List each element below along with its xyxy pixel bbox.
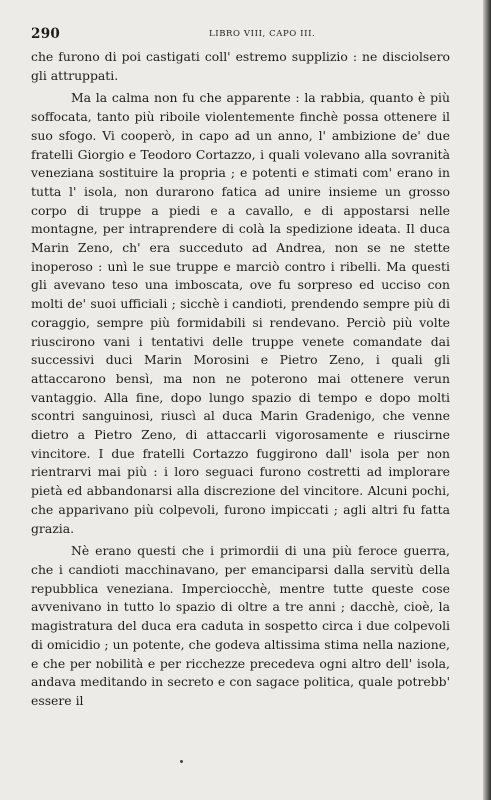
paragraph: Nè erano questi che i primordii di una più feroce guerra, che i candioti macchinavano, per emanciparsi dalla servitù della repubblica veneziana. Imperciocchè, mentre tutte queste cose avvenivano in tutto lo spazio di oltre a tre anni ; dacchè, cioè, la magistratura del duca era caduta in sospetto circa i due colpevoli di omicidio ; un potente, che godeva altissima stima nella nazione, e che per nobilità e per ricchezze precedeva ogni altro dell' isola, andava meditando in secreto e con sagace politica, quale potrebb' essere il (31, 543, 450, 708)
page-number: 290 (31, 26, 61, 42)
paragraph-continuation: che furono di poi castigati coll' estremo supplizio : ne disciolsero gli attruppati. (31, 49, 450, 83)
page-header (31, 26, 451, 42)
ink-speck (180, 760, 183, 763)
body-text (31, 48, 450, 715)
running-head: LIBRO VIII, CAPO III. (209, 29, 316, 39)
paragraph: Ma la calma non fu che apparente : la rabbia, quanto è più soffocata, tanto più riboile violentemente finchè possa ottenere il suo sfogo. Vi cooperò, in capo ad un anno, l' ambizione de' due fratelli Giorgio e Teodoro Cortazzo, i quali volevano alla sovranità veneziana sostituire la propria ; e potenti e stimati com' erano in tutta l' isola, non durarono fatica ad unire insieme un grosso corpo di truppe a piedi e a cavallo, e di appostarsi nelle montagne, per intraprendere di colà la spedizione ideata. Il duca Marin Zeno, ch' era succeduto ad Andrea, non se ne stette inoperoso : unì le sue truppe e marciò contro i ribelli. Ma questi gli avevano teso una imboscata, ove fu sorpreso ed ucciso con molti de' suoi ufficiali ; sicchè i candioti, prendendo sempre più di coraggio, sempre più formidabili si rendevano. Perciò più volte riuscirono vani i tentativi delle truppe venete comandate dai successivi duci Marin Morosini e Pietro Zeno, i quali gli attaccarono bensì, ma non ne poterono mai ottenere verun vantaggio. Alla fine, dopo lungo spazio di tempo e dopo molti scontri sanguinosi, riuscì al duca Marin Gradenigo, che venne dietro a Pietro Zeno, di attaccarli vigorosamente e riuscirne vincitore. I due fratelli Cortazzo fuggirono dall' isola per non rientrarvi mai più : i loro seguaci furono costretti ad implorare pietà ed abbandonarsi alla discrezione del vincitore. Alcuni pochi, che apparivano più colpevoli, furono impiccati ; agli altri fu fatta grazia. (31, 90, 450, 536)
